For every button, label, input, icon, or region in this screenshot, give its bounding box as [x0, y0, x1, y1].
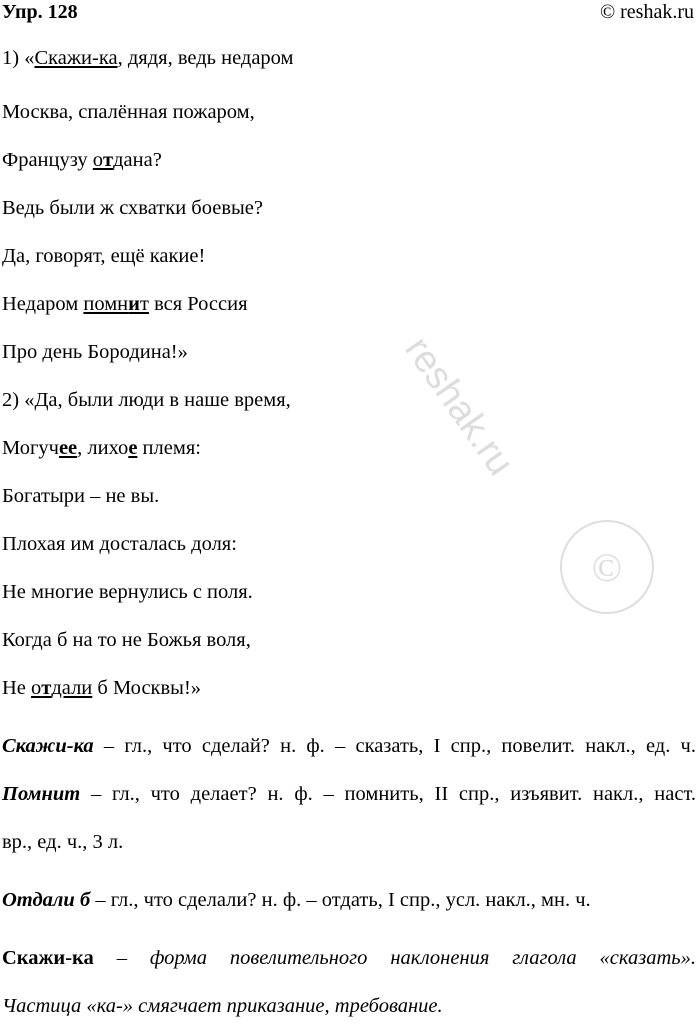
underlined-word-part: ее: [58, 437, 78, 459]
text-segment: – гл., что сделай? н. ф. – сказать, I спр., повелит. накл., ед. ч.: [93, 735, 696, 757]
underlined-word-part: т: [103, 149, 114, 171]
poem-line: [2, 34, 696, 82]
text-segment: – гл., что сделали? н. ф. – отдать, I спр., усл. накл., мн. ч.: [90, 889, 591, 911]
text-segment: Частица «ка-» смягчает приказание, требование.: [2, 995, 443, 1017]
text-segment: 1) «: [2, 47, 35, 69]
poem-line: [2, 424, 696, 472]
text-segment: Недаром: [2, 293, 84, 315]
analysis-line: [2, 770, 696, 818]
poem-line: [2, 232, 696, 280]
analysis-line: [2, 934, 696, 982]
text-segment: –: [93, 947, 150, 969]
poem-line: [2, 184, 696, 232]
text-segment: вся Россия: [148, 293, 248, 315]
text-segment: Про день Бородина!»: [2, 341, 188, 363]
text-segment: Когда б на то не Божья воля,: [2, 629, 251, 651]
exercise-text: [2, 34, 696, 1030]
copyright-link[interactable]: © reshak.ru: [599, 1, 694, 23]
text-segment: Москва, спалённая пожаром,: [2, 101, 255, 123]
underlined-word-part: т: [41, 677, 52, 699]
text-segment: Французу: [2, 149, 93, 171]
poem-line: [2, 136, 696, 184]
text-segment: – гл., что делает? н. ф. – помнить, II спр., изъявит. накл., наст.: [80, 783, 696, 805]
poem-line: [2, 328, 696, 376]
text-segment: Могуч: [2, 437, 59, 459]
underlined-word-part: помн: [83, 293, 129, 315]
poem-line: [2, 616, 696, 664]
underlined-word-part: е: [128, 437, 138, 459]
poem-line: [2, 88, 696, 136]
underlined-word-part: дали: [51, 677, 93, 699]
bold-term: Отдали б: [2, 889, 91, 911]
text-segment: форма повелительного наклонения глагола «сказать».: [149, 947, 696, 969]
text-segment: вр., ед. ч., 3 л.: [2, 831, 124, 853]
text-segment: племя:: [137, 437, 201, 459]
underlined-word-part: о: [31, 677, 42, 699]
analysis-line: [2, 876, 696, 924]
bold-term: Скажи-ка: [2, 735, 94, 757]
text-segment: Ведь были ж схватки боевые?: [2, 197, 263, 219]
bold-term: Помнит: [2, 783, 81, 805]
underlined-word-part: Скажи-ка: [34, 47, 118, 69]
watermark-symbol: ©: [591, 544, 623, 590]
poem-line: [2, 568, 696, 616]
underlined-word-part: т: [139, 293, 149, 315]
analysis-line: [2, 982, 696, 1030]
underlined-word-part: о: [92, 149, 104, 171]
text-segment: , лихо: [77, 437, 129, 459]
text-segment: 2) «Да, были люди в наше время,: [2, 389, 291, 411]
underlined-word-part: и: [128, 293, 140, 315]
text-segment: , дядя, ведь недаром: [117, 47, 294, 69]
text-segment: Не многие вернулись с поля.: [2, 581, 253, 603]
text-segment: б Москвы!»: [92, 677, 202, 699]
analysis-line: [2, 722, 696, 770]
poem-line: [2, 664, 696, 712]
text-segment: Да, говорят, ещё какие!: [2, 245, 206, 267]
text-segment: дана?: [113, 149, 162, 171]
analysis-line: [2, 818, 696, 866]
text-segment: Богатыри – не вы.: [2, 485, 160, 507]
poem-line: [2, 376, 696, 424]
watermark-text: reshak.ru: [396, 329, 522, 484]
poem-line: [2, 280, 696, 328]
text-segment: Плохая им досталась доля:: [2, 533, 237, 555]
exercise-title: Упр. 128: [2, 1, 78, 23]
poem-line: [2, 520, 696, 568]
text-segment: Не: [2, 677, 32, 699]
poem-line: [2, 472, 696, 520]
bold-term: Скажи-ка: [2, 947, 94, 969]
